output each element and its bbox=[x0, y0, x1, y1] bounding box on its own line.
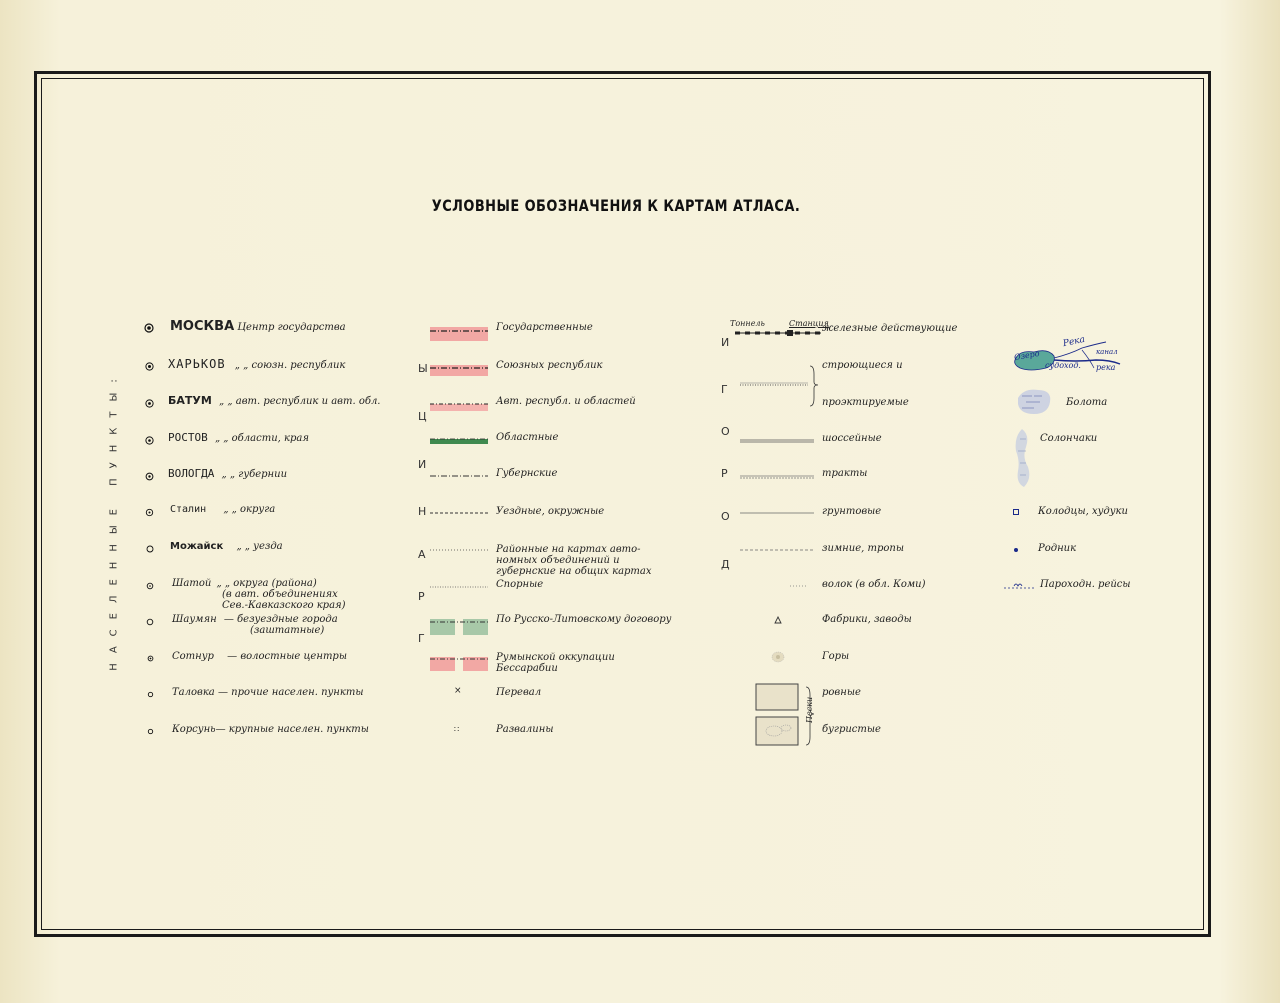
hydro-label-wells: Колодцы, худуки bbox=[1038, 506, 1128, 517]
settlements-section-label: НАСЕЛЕННЫЕ ПУНКТЫ: bbox=[108, 369, 120, 671]
road-label-winter: зимние, тропы bbox=[822, 543, 904, 554]
settlement-item-kharkov: ХАРЬКОВ „ „ союзн. республик bbox=[168, 357, 346, 371]
border-label-union: Союзных республик bbox=[496, 360, 603, 371]
road-label-factory: Фабрики, заводы bbox=[822, 614, 912, 625]
road-label-portage: волок (в обл. Коми) bbox=[822, 579, 926, 590]
state-border-symbol bbox=[430, 325, 488, 343]
hydro-label-swamps: Болота bbox=[1066, 397, 1108, 408]
border-label-oblast: Областные bbox=[496, 432, 559, 443]
road-label-mountains: Горы bbox=[822, 651, 850, 662]
highway-symbol bbox=[740, 438, 814, 444]
autonomous-republic-center-symbol bbox=[145, 399, 154, 408]
border-label-autonomous: Авт. республ. и областей bbox=[496, 396, 636, 407]
border-label-uezd: Уездные, окружные bbox=[496, 506, 605, 517]
capital-symbol bbox=[144, 323, 154, 333]
road-label-sands-flat: ровные bbox=[822, 687, 861, 698]
settlement-item-rostov: РОСТОВ „ „ области, края bbox=[168, 431, 309, 444]
mountain-symbol bbox=[770, 650, 786, 664]
oblast-center-symbol bbox=[145, 436, 154, 445]
settlement-item-korsun: Корсунь— крупные населен. пункты bbox=[172, 724, 369, 735]
oblast-border-symbol bbox=[430, 436, 488, 446]
road-label-highway: шоссейные bbox=[822, 433, 882, 444]
settlement-item-vologda: ВОЛОГДА „ „ губернии bbox=[168, 467, 288, 480]
border-label-ruins: Развалины bbox=[496, 724, 554, 735]
settlement-item-shaumyan: Шаумян — безуездные города (заштатные) bbox=[172, 614, 338, 636]
navigable-label: судоход. bbox=[1045, 361, 1081, 370]
district-border-symbol bbox=[430, 547, 488, 553]
romanian-occupation-border-symbol bbox=[430, 655, 488, 673]
steamer-route-symbol bbox=[1004, 580, 1036, 592]
road-label-dirt: грунтовые bbox=[822, 506, 882, 517]
other-settlement-symbol bbox=[147, 691, 154, 698]
union-republic-center-symbol bbox=[145, 362, 154, 371]
road-label-sands-hilly: бугристые bbox=[822, 724, 881, 735]
road-label-rail-planned: проэктируемые bbox=[822, 397, 909, 408]
dirt-road-symbol bbox=[740, 511, 814, 515]
district-center-symbol bbox=[146, 582, 154, 590]
river-label: Река bbox=[1062, 334, 1086, 350]
winter-road-symbol bbox=[740, 548, 814, 552]
border-label-pass: Перевал bbox=[496, 687, 542, 698]
settlement-item-stalin: Сталин „ „ округа bbox=[170, 504, 276, 515]
ruins-symbol: ∷ bbox=[454, 725, 460, 734]
planned-railway-symbol bbox=[740, 362, 822, 408]
disputed-border-symbol bbox=[430, 584, 488, 590]
legend-title: УСЛОВНЫЕ ОБОЗНАЧЕНИЯ К КАРТАМ АТЛАСА. bbox=[431, 196, 801, 215]
road-label-rail-building: строющиеся и bbox=[822, 360, 903, 371]
well-symbol bbox=[1013, 509, 1019, 515]
settlement-item-talovka: Таловка — прочие населен. пункты bbox=[172, 687, 364, 698]
road-label-tract: тракты bbox=[822, 468, 868, 479]
tunnel-label: Тоннель bbox=[730, 319, 765, 328]
pass-symbol: × bbox=[454, 686, 462, 696]
settlement-item-shatoi: Шатой „ „ округа (района) (в авт. объединениях Сев.-Кавказского края) bbox=[172, 578, 346, 611]
hydro-label-saltmarsh: Солончаки bbox=[1040, 433, 1098, 444]
border-label-state: Государственные bbox=[496, 322, 593, 333]
non-uezd-town-symbol bbox=[146, 618, 154, 626]
settlement-item-moscow: МОСКВА Центр государства bbox=[170, 319, 346, 334]
large-settlement-symbol bbox=[147, 728, 154, 735]
border-label-lithuanian: По Русско-Литовскому договору bbox=[496, 614, 672, 625]
settlement-item-sotnur: Сотнур — волостные центры bbox=[172, 651, 347, 662]
lake-label: Озеро bbox=[1013, 348, 1041, 363]
autonomous-border-symbol bbox=[430, 399, 488, 413]
border-label-guberniya: Губернские bbox=[496, 468, 558, 479]
saltmarsh-symbol bbox=[1012, 427, 1036, 489]
lithuanian-treaty-border-symbol bbox=[430, 617, 488, 637]
swamp-symbol bbox=[1014, 384, 1054, 420]
border-label-romanian: Румынской оккупации Бессарабии bbox=[496, 652, 615, 674]
okrug-center-symbol bbox=[145, 508, 154, 517]
hydro-label-springs: Родник bbox=[1038, 543, 1077, 554]
uezd-border-symbol bbox=[430, 510, 488, 516]
settlement-item-mozhaisk: Можайск „ „ уезда bbox=[170, 541, 283, 552]
guberniya-center-symbol bbox=[145, 472, 154, 481]
volost-center-symbol bbox=[147, 655, 154, 662]
station-label: Станция bbox=[789, 319, 829, 328]
canal-label: канал bbox=[1096, 348, 1118, 356]
tract-symbol bbox=[740, 474, 814, 480]
settlement-item-batum: БАТУМ „ „ авт. республик и авт. обл. bbox=[168, 394, 381, 407]
union-republic-border-symbol bbox=[430, 363, 488, 377]
spring-symbol bbox=[1013, 547, 1019, 553]
guberniya-border-symbol bbox=[430, 473, 488, 479]
road-label-rail-active: железные действующие bbox=[822, 323, 958, 334]
uezd-center-symbol bbox=[146, 545, 154, 553]
navigable-river-label: река bbox=[1096, 363, 1116, 372]
portage-symbol bbox=[790, 584, 808, 588]
active-railway-symbol bbox=[735, 329, 821, 337]
border-label-disputed: Спорные bbox=[496, 579, 544, 590]
factory-symbol bbox=[774, 616, 782, 624]
border-label-district: Районные на картах авто- номных объединений и губернские на общих картах bbox=[496, 544, 652, 577]
sands-label: Пески bbox=[805, 696, 814, 723]
hydro-label-steamer: Пароходн. рейсы bbox=[1040, 579, 1131, 590]
